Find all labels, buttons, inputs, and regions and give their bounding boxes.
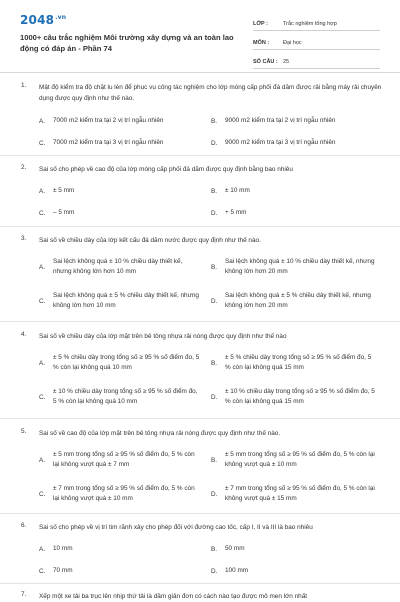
question-divider (0, 583, 400, 584)
option-a[interactable] (39, 116, 199, 126)
option-text: 7000 m2 kiểm tra tại 3 vị trí ngẫu nhiên (53, 139, 164, 146)
question-divider (0, 226, 400, 227)
option-text: ± 7 mm trong tổng số ≥ 95 % số điểm đo, 5 % còn lại không vượt quá ± 10 mm (53, 485, 195, 502)
option-b[interactable] (211, 186, 381, 196)
option-letter: D. (211, 209, 218, 217)
option-letter: D. (211, 139, 218, 147)
option-b[interactable] (211, 450, 381, 470)
option-letter: C. (39, 139, 46, 147)
option-text: Sai lệch không quá ± 5 % chiều dày thiết kế, nhưng không lớn hơn 20 mm (225, 292, 371, 309)
option-letter: C. (39, 567, 46, 575)
site-logo[interactable] (20, 13, 66, 27)
option-text: Sai lệch không quá ± 5 % chiều dày thiết kế, nhưng không lớn hơn 10 mm (53, 292, 199, 309)
option-d[interactable] (211, 387, 381, 407)
option-text: ± 10 % chiều dày trong tổng số ≥ 95 % số điểm đo, 5 % còn lại không quá 10 mm (53, 388, 198, 405)
option-letter: A. (39, 359, 46, 367)
question-divider (0, 513, 400, 514)
option-b[interactable] (211, 116, 381, 126)
option-text: Sai lệch không quá ± 10 % chiều dày thiết kế, nhưng không lớn hơn 10 mm (53, 258, 183, 275)
option-d[interactable] (211, 208, 381, 218)
option-text: Sai lệch không quá ± 10 % chiều dày thiết kế, nhưng không lớn hơn 20 mm (225, 258, 375, 275)
option-text: ± 5 mm trong tổng số ≥ 95 % số điểm đo, 5 % còn lại không vượt quá ± 10 mm (225, 451, 375, 468)
option-d[interactable] (211, 138, 381, 148)
question-text: Sai số về chiều dày của lớp kết cấu đá dăm nước được quy định như thế nào. (39, 237, 261, 244)
option-text: ± 5 mm trong tổng số ≥ 95 % số điểm đo, 5 % còn lại không vượt quá ± 7 mm (53, 451, 195, 468)
option-letter: C. (39, 393, 46, 401)
option-letter: D. (211, 393, 218, 401)
option-a[interactable] (39, 186, 199, 196)
option-text: ± 5 % chiều dày trong tổng số ≥ 95 % số điểm đo, 5 % còn lại không quá 10 mm (53, 354, 200, 371)
page-header (0, 0, 400, 70)
option-a[interactable] (39, 257, 201, 277)
option-letter: D. (211, 567, 218, 575)
option-c[interactable] (39, 208, 199, 218)
question-number: 2. (21, 164, 27, 171)
question-divider (0, 321, 400, 322)
question-number: 5. (21, 428, 27, 435)
option-letter: B. (211, 545, 218, 553)
option-letter: A. (39, 187, 46, 195)
option-a[interactable] (39, 353, 201, 373)
question-number: 3. (21, 235, 27, 242)
option-letter: A. (39, 263, 46, 271)
option-c[interactable] (39, 484, 201, 504)
option-text: 70 mm (53, 567, 73, 574)
option-d[interactable] (211, 291, 381, 311)
meta-row-class (253, 14, 380, 31)
option-text: ± 10 mm (225, 187, 250, 194)
option-c[interactable] (39, 138, 199, 148)
option-text: ± 5 mm (53, 187, 75, 194)
option-text: 50 mm (225, 545, 245, 552)
option-text: 10 mm (53, 545, 73, 552)
option-text: + 5 mm (225, 209, 247, 216)
option-a[interactable] (39, 450, 201, 470)
option-letter: B. (211, 456, 218, 464)
question-number: 7. (21, 591, 27, 598)
option-text: 100 mm (225, 567, 249, 574)
option-text: ± 7 mm trong tổng số ≥ 95 % số điểm đo, 5 % còn lại không vượt quá ± 15 mm (225, 485, 375, 502)
page-title: 1000+ câu trắc nghiệm Môi trường xây dựng và an toàn lao động có đáp án - Phần 74 (20, 33, 234, 53)
option-text: 9000 m2 kiểm tra tại 2 vị trí ngẫu nhiên (225, 117, 336, 124)
option-b[interactable] (211, 544, 381, 554)
question-number: 1. (21, 82, 27, 89)
meta-label: MÔN : (253, 40, 270, 46)
option-c[interactable] (39, 387, 201, 407)
question-text: Sai số về chiều dày của lớp mặt trên bê tông nhựa rải nóng được quy định như thế nào (39, 333, 287, 340)
question-text: Xếp một xe tải ba trục lên nhịp thứ tải là dầm giản đơn có cách nào tạo được mô men lớn nhất (39, 593, 308, 600)
option-a[interactable] (39, 544, 199, 554)
logo-main: 2048 (20, 13, 55, 27)
question-text: Mật độ kiểm tra độ chặt lu lèn để phục vụ công tác nghiệm cho lớp móng cấp phối đá dăm được rải bằng máy rải chuyên dụng được quy định như thế nào. (39, 84, 382, 102)
option-b[interactable] (211, 353, 381, 373)
option-c[interactable] (39, 566, 199, 576)
option-letter: B. (211, 263, 218, 271)
meta-value: 25 (283, 59, 290, 65)
question-divider (0, 418, 400, 419)
option-letter: D. (211, 297, 218, 305)
option-letter: C. (39, 209, 46, 217)
option-text: – 5 mm (53, 209, 75, 216)
question-divider (0, 155, 400, 156)
question-text: Sai số cho phép về vị trí tim rãnh xây cho phép đối với đường cao tốc, cấp I, II và III là bao nhiêu (39, 524, 313, 531)
option-text: 7000 m2 kiểm tra tại 2 vị trí ngẫu nhiên (53, 117, 164, 124)
question-number: 4. (21, 331, 27, 338)
meta-value: Đại học (283, 40, 302, 46)
option-letter: B. (211, 187, 218, 195)
meta-value: Trắc nghiệm tổng hợp (283, 21, 337, 27)
meta-row-count (253, 52, 380, 69)
logo-tld: .vn (55, 14, 67, 21)
question-text: Sai số về cao độ của lớp mặt trên bê tông nhựa rải nóng được quy định như thế nào. (39, 430, 281, 437)
header-divider (0, 72, 400, 73)
question-text: Sai số cho phép về cao độ của lớp móng cấp phối đá dăm được quy định bằng bao nhiêu (39, 166, 293, 173)
option-letter: A. (39, 117, 46, 125)
quiz-meta (253, 14, 380, 71)
option-b[interactable] (211, 257, 381, 277)
option-letter: A. (39, 456, 46, 464)
meta-label: LỚP : (253, 21, 268, 27)
option-text: ± 5 % chiều dày trong tổng số ≥ 95 % số điểm đo, 5 % còn lại không quá 15 mm (225, 354, 372, 371)
option-d[interactable] (211, 566, 381, 576)
option-letter: A. (39, 545, 46, 553)
option-c[interactable] (39, 291, 201, 311)
option-d[interactable] (211, 484, 381, 504)
option-letter: B. (211, 117, 218, 125)
option-letter: C. (39, 490, 46, 498)
meta-row-subject (253, 33, 380, 50)
question-number: 6. (21, 522, 27, 529)
option-letter: D. (211, 490, 218, 498)
option-text: ± 10 % chiều dày trong tổng số ≥ 95 % số điểm đo, 5 % còn lại không quá 15 mm (225, 388, 375, 405)
option-letter: B. (211, 359, 218, 367)
option-letter: C. (39, 297, 46, 305)
meta-label: SỐ CÂU : (253, 59, 278, 65)
option-text: 9000 m2 kiểm tra tại 3 vị trí ngẫu nhiên (225, 139, 336, 146)
